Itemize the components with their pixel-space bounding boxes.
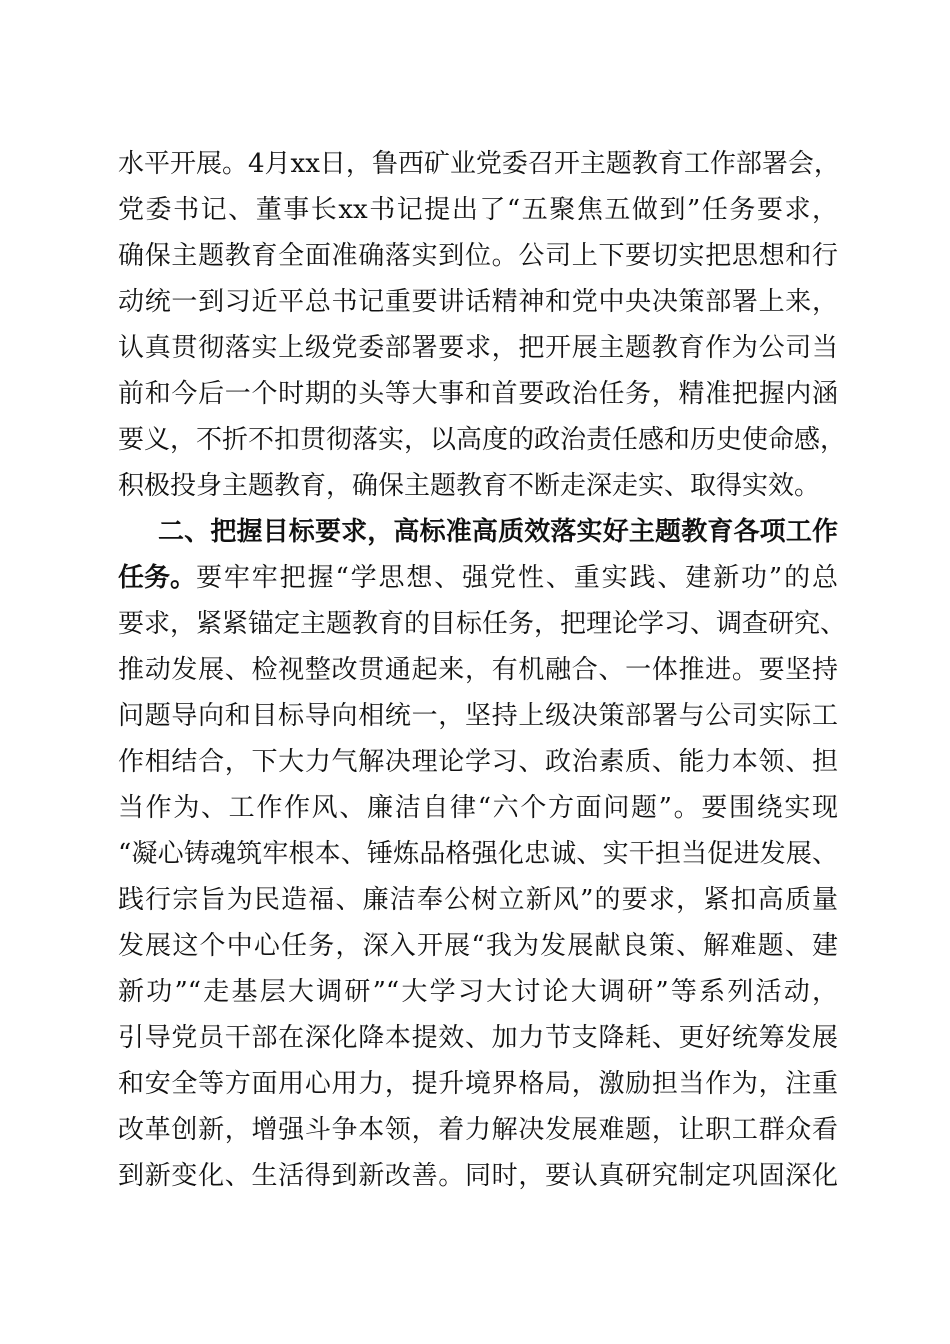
paragraph-2-line: 发展这个中心任务，深入开展“我为发展献良策、解难题、建	[118, 931, 838, 961]
paragraph-2-line: 到新变化、生活得到新改善。同时，要认真研究制定巩固深化	[118, 1161, 838, 1191]
paragraph-1-line: 要义，不折不扣贯彻落实，以高度的政治责任感和历史使命感，	[118, 425, 847, 455]
paragraph-2-line: 改革创新，增强斗争本领，着力解决发展难题，让职工群众看	[118, 1115, 838, 1145]
paragraph-1-line: 党委书记、董事长xx书记提出了“五聚焦五做到”任务要求，	[118, 195, 838, 225]
paragraph-2-line: 要求，紧紧锚定主题教育的目标任务，把理论学习、调查研究、	[118, 609, 847, 639]
paragraph-1-line: 确保主题教育全面准确落实到位。公司上下要切实把思想和行	[118, 241, 838, 271]
paragraph-1-line: 水平开展。4月xx日，鲁西矿业党委召开主题教育工作部署会，	[118, 149, 840, 179]
paragraph-2-line: 当作为、工作作风、廉洁自律“六个方面问题”。要围绕实现	[118, 793, 838, 823]
paragraph-2-line: 问题导向和目标导向相统一，坚持上级决策部署与公司实际工	[118, 701, 838, 731]
paragraph-1-line: 认真贯彻落实上级党委部署要求，把开展主题教育作为公司当	[118, 333, 838, 363]
section-heading-tail: 任务。	[118, 563, 197, 593]
paragraph-1-line: 动统一到习近平总书记重要讲话精神和党中央决策部署上来，	[118, 287, 838, 317]
paragraph-1-line: 前和今后一个时期的头等大事和首要政治任务，精准把握内涵	[118, 379, 838, 409]
paragraph-2-line	[118, 558, 838, 598]
paragraph-2-line: 引导党员干部在深化降本提效、加力节支降耗、更好统筹发展	[118, 1023, 838, 1053]
paragraph-2-line: “凝心铸魂筑牢根本、锤炼品格强化忠诚、实干担当促进发展、	[118, 839, 838, 869]
paragraph-2-line: 践行宗旨为民造福、廉洁奉公树立新风”的要求，紧扣高质量	[118, 885, 838, 915]
paragraph-2-line: 作相结合，下大力气解决理论学习、政治素质、能力本领、担	[118, 747, 838, 777]
paragraph-2-line: 推动发展、检视整改贯通起来，有机融合、一体推进。要坚持	[118, 655, 838, 685]
section-heading: 二、把握目标要求，高标准高质效落实好主题教育各项工作	[158, 517, 838, 547]
paragraph-2-line: 和安全等方面用心用力，提升境界格局，激励担当作为，注重	[118, 1069, 838, 1099]
paragraph-2-text: 要牢牢把握“学思想、强党性、重实践、建新功”的总	[196, 563, 838, 593]
paragraph-2-line: 新功”“走基层大调研”“大学习大讨论大调研”等系列活动，	[118, 977, 838, 1007]
paragraph-1-line: 积极投身主题教育，确保主题教育不断走深走实、取得实效。	[118, 471, 821, 501]
